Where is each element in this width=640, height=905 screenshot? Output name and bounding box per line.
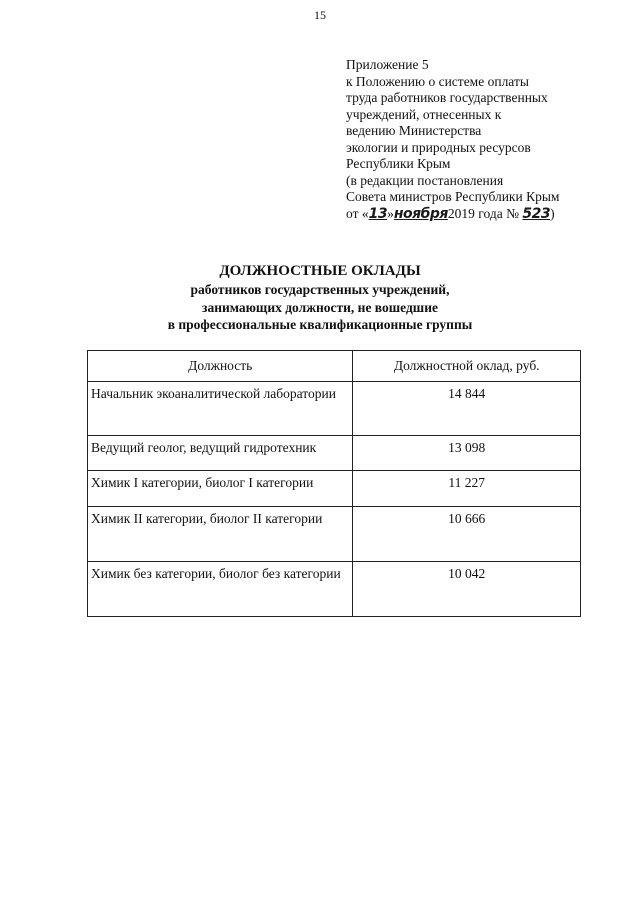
appendix-line: ведению Министерства <box>346 123 482 138</box>
appendix-block <box>346 57 631 222</box>
table-row <box>88 382 581 436</box>
position-cell: Химик без категории, биолог без категории <box>88 562 353 617</box>
header-position: Должность <box>88 351 353 382</box>
appendix-line: учреждений, отнесенных к <box>346 106 502 122</box>
position-cell: Ведущий геолог, ведущий гидротехник <box>88 436 353 471</box>
date-year-suffix: 2019 года № <box>447 205 519 221</box>
table-row <box>88 507 581 562</box>
table-row <box>88 562 581 617</box>
salary-cell: 11 227 <box>353 471 581 507</box>
position-cell: Химик I категории, биолог I категории <box>88 471 353 507</box>
appendix-title: Приложение 5 <box>346 57 429 72</box>
salary-cell: 10 666 <box>353 507 581 562</box>
date-suffix: ) <box>550 205 555 221</box>
appendix-line: труда работников государственных <box>346 90 548 105</box>
table-header-row <box>88 351 581 382</box>
document-title: ДОЛЖНОСТНЫЕ ОКЛАДЫ <box>219 263 421 279</box>
salary-cell: 13 098 <box>353 436 581 471</box>
handwritten-day: 13 <box>368 205 388 222</box>
date-quote-close: » <box>387 205 394 221</box>
handwritten-month: ноября <box>393 205 448 222</box>
appendix-line: Совета министров Республики Крым <box>346 189 560 204</box>
decree-date-line <box>346 206 631 223</box>
appendix-line: (в редакции постановления <box>346 172 504 188</box>
position-cell: Химик II категории, биолог II категории <box>88 507 353 562</box>
appendix-line: к Положению о системе оплаты <box>346 73 529 89</box>
position-cell: Начальник экоаналитической лаборатории <box>88 382 353 436</box>
table-row <box>88 471 581 507</box>
appendix-line: Республики Крым <box>346 156 451 171</box>
table-row <box>88 436 581 471</box>
salary-cell: 14 844 <box>353 382 581 436</box>
handwritten-decree-number: 523 <box>522 205 551 222</box>
document-subtitle-line: занимающих должности, не вошедшие <box>202 299 438 315</box>
appendix-line: экологии и природных ресурсов <box>346 139 531 155</box>
date-prefix: от « <box>346 205 369 221</box>
document-title-block <box>0 262 640 334</box>
header-salary: Должностной оклад, руб. <box>353 351 581 382</box>
salary-cell: 10 042 <box>353 562 581 617</box>
page-number: 15 <box>314 8 326 22</box>
salary-table <box>87 350 581 617</box>
document-subtitle-line: работников государственных учреждений, <box>190 282 450 297</box>
document-subtitle-line: в профессиональные квалификационные группы <box>167 317 473 332</box>
